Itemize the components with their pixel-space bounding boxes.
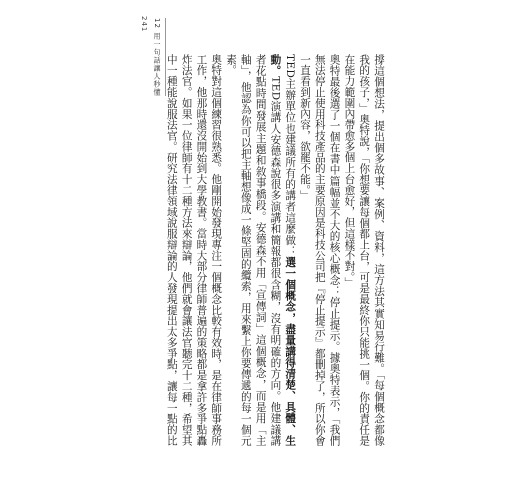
chapter-title: 12 用一句話讓人秒懂 [152,18,166,96]
paragraph [223,54,297,446]
page-number: 241 [140,16,148,33]
paragraph [297,54,341,446]
emphasis-text: 選一個概念，盡量講得清楚、具體、生動。 [269,54,297,446]
paragraph-text: TED演講人安德森說很多演講和簡報都很含糊，沒有明確的方向。他建議講者花點時間發展主題和敘事橋段。安德森不用「宣傳詞」這個概念，而是用「主軸」，他認為你可以把主軸想像成一條堅固的纜索，用來繫上你要傳遞的每一個元素。 [225,54,282,446]
paragraph-text: 撐這個想法，提出個多故事、案例、資料，這方法其實知易行難。「每個概念都像我的孩子，」奧特說，「你想要讓每個都上台，可是最終你只能挑一個。你的責任是在能力範圍內帶愈多個上台愈好，但這樣不對。」 [343,54,385,446]
paragraph-text: 奧特最後選了一個在書中篇幅並不大的核心概念：停止提示。據奧特表示，「我們無法停止使用科技產品的主要原因是科技公司把『停止提示』都刪掉了，所以你會一直看到新內容，欲罷不能。」 [299,54,341,446]
text-columns [166,54,386,446]
paragraph [342,54,386,446]
running-header [140,16,164,106]
paragraph-text: 奧特對這個練習很熟悉。他剛開始發現專注一個概念比較有效時，是在律師事務所工作，他那時還沒開始到大學教書。當時大部分律師普遍的策略都是拿許多爭點轟炸法官。如果一位律師有十二種方法來辯論，他們就會讓法官聽完十二種，希望其中一種能說服法官。研究法律領域說服辯論的人發現提出太多爭點，讓每一點的比 [166,54,223,446]
paragraph [166,54,223,446]
paragraph-text: TED主辦單位也建議所有的講者這麼做： [284,54,297,257]
body-text [166,54,386,446]
